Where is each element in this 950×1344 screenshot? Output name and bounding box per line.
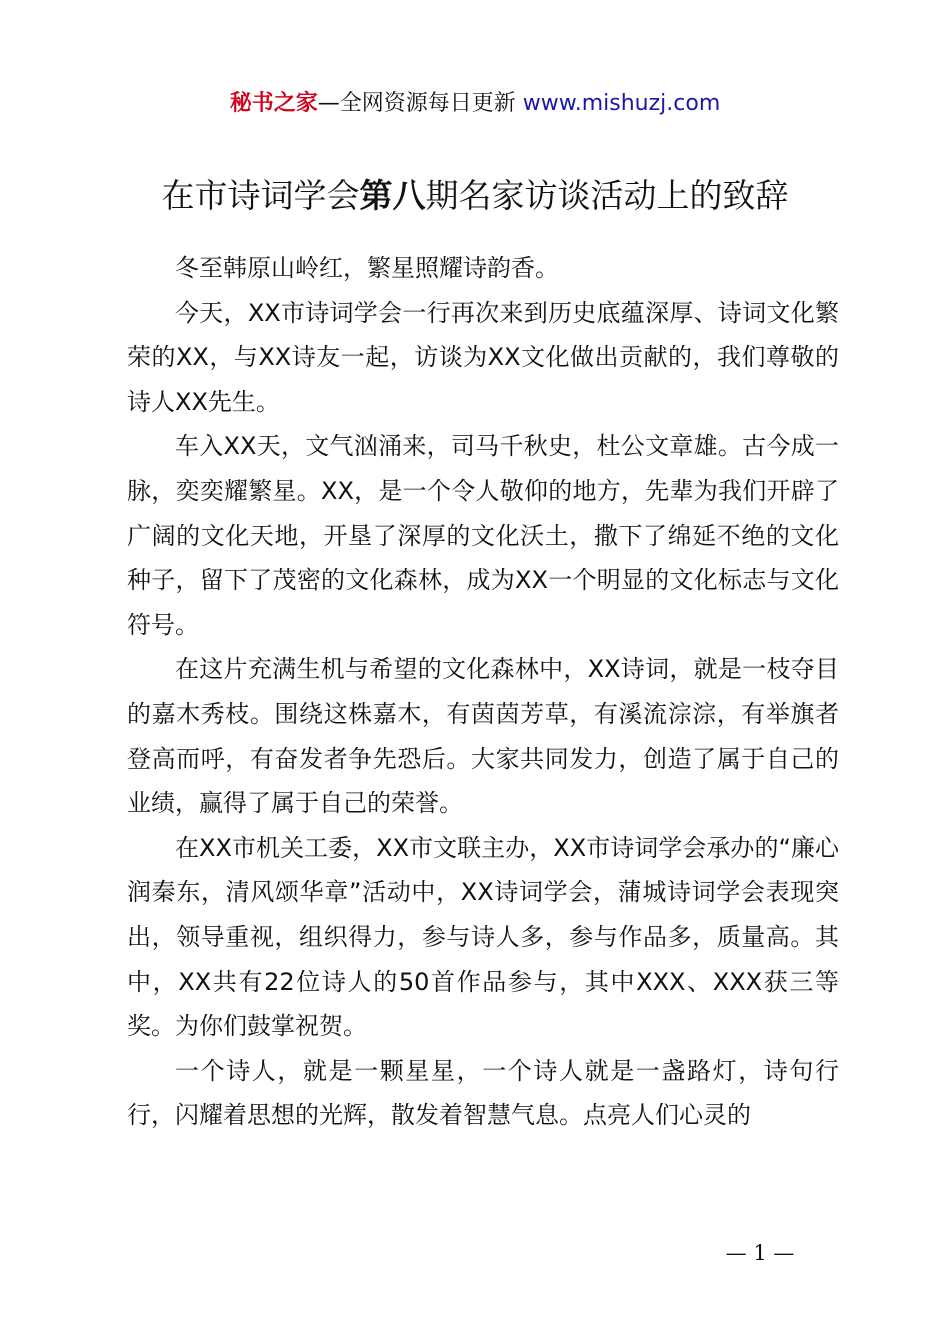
- paragraph-4: 在这片充满生机与希望的文化森林中，XX诗词，就是一枝夺目的嘉木秀枝。围绕这株嘉木，有茵茵芳草，有溪流淙淙，有举旗者登高而呼，有奋发者争先恐后。大家共同发力，创造了属于自己的业绩，赢得了属于自己的荣誉。: [127, 655, 839, 818]
- site-tagline: —全网资源每日更新: [317, 91, 523, 116]
- title-part-1: 在市诗词学会: [161, 176, 360, 215]
- site-brand: 秘书之家: [229, 91, 318, 116]
- site-header: [0, 88, 950, 120]
- paragraph-1: 冬至韩原山岭红，繁星照耀诗韵香。: [175, 254, 559, 282]
- paragraph-3: 车入XX天，文气汹涌来，司马千秋史，杜公文章雄。古今成一脉，奕奕耀繁星。XX，是一个令人敬仰的地方，先辈为我们开辟了广阔的文化天地，开垦了深厚的文化沃土，撒下了绵延不绝的文化种子，留下了茂密的文化森林，成为XX一个明显的文化标志与文化符号。: [127, 432, 839, 639]
- title-part-2: 第八: [359, 176, 426, 215]
- paragraph-6: 一个诗人，就是一颗星星，一个诗人就是一盏路灯，诗句行行，闪耀着思想的光辉，散发着智慧气息。点亮人们心灵的: [127, 1056, 839, 1130]
- page-number: — 1 —: [725, 1241, 795, 1265]
- paragraph-5: 在XX市机关工委，XX市文联主办，XX市诗词学会承办的“廉心润秦东，清风颂华章”活动中，XX诗词学会，蒲城诗词学会表现突出，领导重视，组织得力，参与诗人多，参与作品多，质量高。其中，XX共有22位诗人的50首作品参与，其中XXX、XXX获三等奖。为你们鼓掌祝贺。: [127, 833, 839, 1041]
- document-title: [0, 172, 950, 220]
- title-part-3: 期名家访谈活动上的致辞: [425, 176, 789, 215]
- paragraph-2: 今天，XX市诗词学会一行再次来到历史底蕴深厚、诗词文化繁荣的XX，与XX诗友一起，访谈为XX文化做出贡献的，我们尊敬的诗人XX先生。: [127, 298, 839, 416]
- site-url: www.mishuzj.com: [522, 91, 721, 116]
- document-body: [127, 246, 839, 1138]
